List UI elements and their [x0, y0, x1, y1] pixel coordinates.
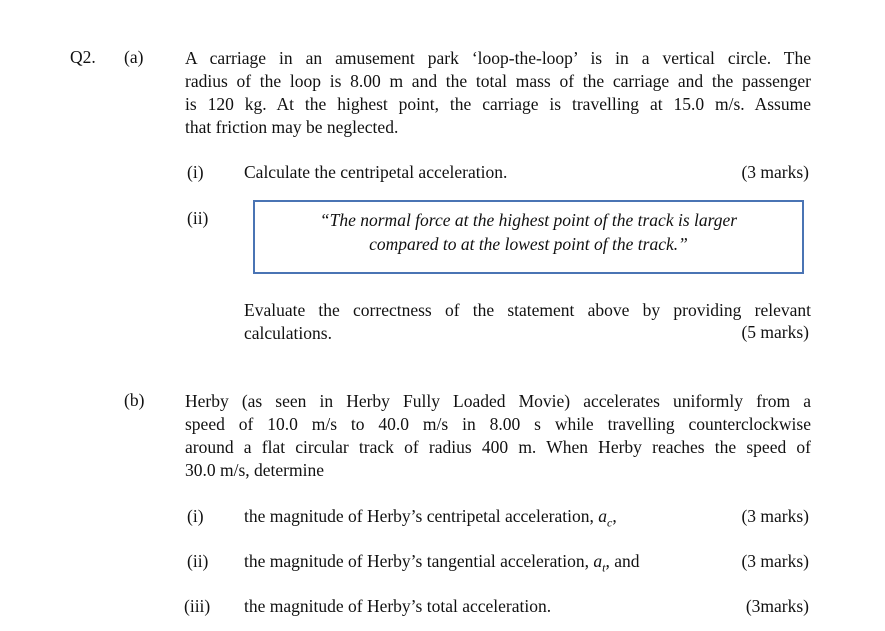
- part-b-i-label: (i): [187, 506, 204, 526]
- part-a-ii-task: [244, 299, 811, 345]
- centripetal-symbol: a: [598, 506, 607, 526]
- part-b-iii-text: the magnitude of Herby’s total acceleration.: [244, 596, 552, 616]
- part-a-i-text: Calculate the centripetal acceleration.: [244, 162, 508, 182]
- tangential-symbol: a: [593, 551, 603, 571]
- part-b-i-text: [244, 506, 617, 531]
- centripetal-subscript: c: [606, 515, 613, 530]
- part-b-stem-line: 30.0 m/s, determine: [185, 460, 325, 480]
- part-a-i-label: (i): [187, 162, 204, 182]
- part-a-stem-line: is 120 kg. At the highest point, the carriage is travelling at 15.0 m/s. Assume: [185, 94, 811, 114]
- part-b-iii-marks: (3marks): [745, 596, 809, 616]
- part-a-stem-line: that friction may be neglected.: [185, 117, 399, 137]
- part-b-ii-marks: (3 marks): [741, 551, 809, 571]
- part-a-ii-task-line: calculations.: [244, 323, 332, 343]
- part-b-iii-label: (iii): [184, 596, 211, 616]
- part-b-stem-line: around a flat circular track of radius 400 m. When Herby reaches the speed of: [185, 437, 811, 457]
- quote-line: compared to at the lowest point of the track.”: [369, 234, 688, 254]
- part-a-i-marks: (3 marks): [741, 162, 809, 182]
- part-b-stem-line: speed of 10.0 m/s to 40.0 m/s in 8.00 s while travelling counterclockwise: [185, 414, 811, 434]
- part-b-i-text-body: the magnitude of Herby’s centripetal acceleration,: [244, 506, 599, 526]
- part-b-ii-text: [244, 551, 640, 576]
- part-b-i-marks: (3 marks): [741, 506, 809, 526]
- part-b-i-suffix: ,: [612, 506, 617, 526]
- part-a-stem-line: radius of the loop is 8.00 m and the total mass of the carriage and the passenger: [185, 71, 811, 91]
- quote-box: [253, 200, 804, 274]
- part-a-ii-task-line: Evaluate the correctness of the statement above by providing relevant: [244, 300, 811, 320]
- part-b-ii-text-body: the magnitude of Herby’s tangential acceleration,: [244, 551, 594, 571]
- tangential-subscript: t: [602, 560, 606, 575]
- question-number: Q2.: [70, 47, 96, 67]
- part-b-stem-line: Herby (as seen in Herby Fully Loaded Movie) accelerates uniformly from a: [185, 391, 811, 411]
- part-a-stem: [185, 47, 811, 139]
- part-b-label: (b): [124, 390, 145, 410]
- part-a-label: (a): [124, 47, 144, 67]
- part-a-ii-label: (ii): [187, 208, 209, 228]
- part-b-ii-suffix: , and: [605, 551, 640, 571]
- part-b-stem: [185, 390, 811, 482]
- part-a-ii-marks: (5 marks): [741, 322, 809, 342]
- part-b-ii-label: (ii): [187, 551, 209, 571]
- quote-line: “The normal force at the highest point of the track is larger: [319, 210, 738, 230]
- part-a-stem-line: A carriage in an amusement park ‘loop-the-loop’ is in a vertical circle. The: [185, 48, 811, 68]
